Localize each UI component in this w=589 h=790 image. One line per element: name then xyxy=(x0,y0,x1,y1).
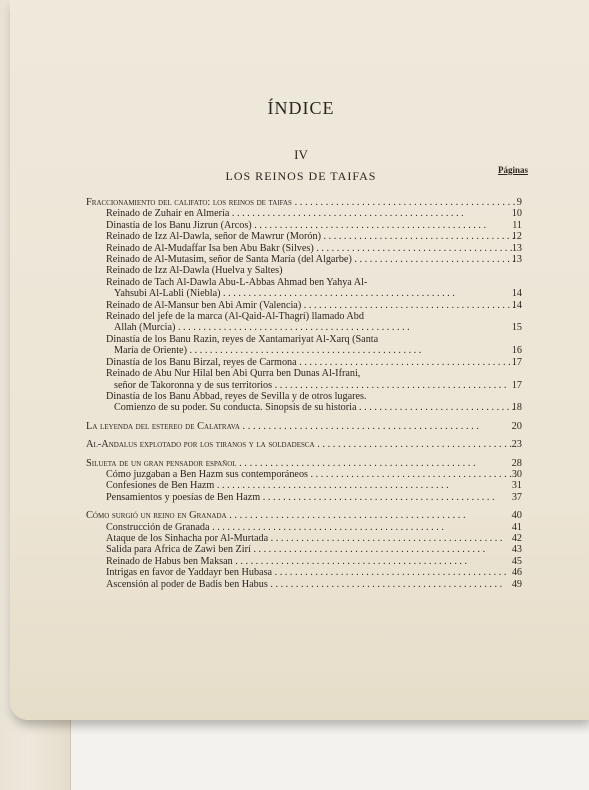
toc-page-number: 9 xyxy=(516,197,522,208)
toc-page-number: 46 xyxy=(511,567,522,579)
toc-entry xyxy=(86,532,522,544)
toc-page-number: 11 xyxy=(512,219,522,231)
pages-column-label: Páginas xyxy=(497,165,528,175)
toc-chapter-entry xyxy=(86,197,522,208)
toc-entry xyxy=(86,322,522,334)
toc-entry xyxy=(86,468,522,480)
toc-entry xyxy=(86,299,522,311)
toc-entry xyxy=(86,265,516,276)
toc-entry-title: Reinado de Al-Mutasim, señor de Santa María (del Algarbe) . . . xyxy=(106,254,516,265)
toc-entry-title: Intrigas en favor de Yaddayr ben Hubasa . . . xyxy=(106,567,516,578)
toc-page-number: 31 xyxy=(511,480,522,492)
toc-page-number: 14 xyxy=(511,299,522,311)
toc-page-number: 49 xyxy=(511,578,522,590)
toc-entry-title: señor de Takoronna y de sus territorios . . . xyxy=(114,380,516,391)
toc-page-number: 23 xyxy=(511,439,522,451)
toc-entry-title: Dinastía de los Banu Razin, reyes de Xantamariyat Al-Xarq (Santa xyxy=(106,333,379,345)
toc-page-number: 20 xyxy=(511,420,522,432)
toc-entry-title: Reinado de Zuhair en Almería . . . xyxy=(106,208,516,219)
toc-entry xyxy=(86,311,516,322)
toc-page-number: 45 xyxy=(511,555,522,567)
toc-entry xyxy=(86,345,522,357)
toc-entry-title: Cómo surgió un reino en Granada . . . xyxy=(86,510,516,521)
toc-page-number: 41 xyxy=(511,521,522,533)
toc-entry xyxy=(86,334,516,345)
toc-entry xyxy=(86,480,522,492)
toc-entry xyxy=(86,368,516,379)
toc-entry xyxy=(86,379,522,391)
toc-entry-title: Comienzo de su poder. Su conducta. Sinopsis de su historia . . . xyxy=(114,402,516,413)
toc-entry-title: Reinado de Habus ben Maksan . . . xyxy=(106,556,516,567)
toc-chapter-entry xyxy=(86,439,522,451)
toc-entry-title: Construcción de Granada . . . xyxy=(106,522,516,533)
toc-entry xyxy=(86,277,516,288)
section-number: IV xyxy=(294,147,308,162)
toc-entry xyxy=(86,288,522,300)
toc-entry-title: Reinado de Tach Al-Dawla Abu-L-Abbas Ahmad ben Yahya Al- xyxy=(106,276,368,288)
toc-page-number: 13 xyxy=(511,242,522,254)
toc-list xyxy=(86,197,522,590)
toc-chapter-entry xyxy=(86,510,522,522)
toc-entry xyxy=(86,242,522,254)
toc-entry-title: Dinastía de los Banu Jizrun (Arcos) . . . xyxy=(106,220,516,231)
toc-entry-title: Reinado de Al-Mansur ben Abi Amir (Valencia) . . . xyxy=(106,300,516,311)
toc-entry-title: Fraccionamiento del califato: los reinos de taifas . . . xyxy=(86,197,516,208)
toc-entry xyxy=(86,567,522,579)
section-title: LOS REINOS DE TAIFAS xyxy=(225,169,377,183)
toc-entry-title: Al-Andalus explotado por los tiranos y la soldadesca . . . xyxy=(86,439,516,450)
toc-entry xyxy=(86,491,522,503)
toc-entry-title: Reinado del jefe de la marca (Al-Qaid-Al-Thagrí) llamado Abd xyxy=(106,311,364,323)
toc-entry-title: Cómo juzgaban a Ben Hazm sus contemporáneos . . . xyxy=(106,469,516,480)
toc-page-number: 18 xyxy=(511,402,522,414)
toc-page-number: 30 xyxy=(511,468,522,480)
toc-entry xyxy=(86,356,522,368)
book-page xyxy=(10,0,589,720)
toc-entry xyxy=(86,231,522,243)
toc-entry-title: Reinado de Izz Al-Dawla (Huelva y Saltes) xyxy=(106,265,283,277)
toc-entry-title: Ataque de los Sinhacha por Al-Murtada . . . xyxy=(106,533,516,544)
toc-entry-title: Silueta de un gran pensador español . . . xyxy=(86,458,516,469)
toc-entry xyxy=(86,521,522,533)
toc-page-number: 14 xyxy=(511,288,522,300)
toc-entry-title: Ascensión al poder de Badis ben Habus . . . xyxy=(106,579,516,590)
toc-page-number: 17 xyxy=(511,356,522,368)
toc-entry-title: Reinado de Abu Nur Hilal ben Abi Qurra ben Dunas Al-Ifrani, xyxy=(106,368,361,380)
toc-entry-title: Yahsubi Al-Labli (Niebla) . . . xyxy=(114,288,516,299)
toc-page-number: 10 xyxy=(511,208,522,220)
toc-entry-title: Allah (Murcia) . . . xyxy=(114,322,516,333)
toc-page-number: 16 xyxy=(511,345,522,357)
toc-entry xyxy=(86,578,522,590)
toc-chapter-entry xyxy=(86,420,522,432)
toc-entry xyxy=(86,555,522,567)
toc-page-number: 43 xyxy=(511,544,522,556)
toc-page-number: 17 xyxy=(511,379,522,391)
toc-chapter-entry xyxy=(86,457,522,469)
toc-entry-title: Dinastía de los Banu Abbad, reyes de Sevilla y de otros lugares. xyxy=(106,390,367,402)
toc-entry-title: Reinado de Izz Al-Dawla, señor de Mawrur (Morón) . . . xyxy=(106,231,516,242)
toc-entry xyxy=(86,402,522,414)
toc-entry xyxy=(86,391,516,402)
toc-page-number: 42 xyxy=(511,532,522,544)
toc-page-number: 40 xyxy=(511,510,522,522)
toc-entry-title: Salida para África de Zawi ben Zirí . . . xyxy=(106,544,516,555)
toc-page-number: 37 xyxy=(511,491,522,503)
toc-entry-title: Reinado de Al-Mudaffar Isa ben Abu Bakr (Silves) . . . xyxy=(106,243,516,254)
toc-entry-title: Pensamientos y poesías de Ben Hazm . . . xyxy=(106,492,516,503)
toc-entry xyxy=(86,254,522,266)
toc-entry-title: La leyenda del estereo de Calatrava . . . xyxy=(86,421,516,432)
toc-page-number: 12 xyxy=(511,231,522,243)
toc-entry xyxy=(86,208,522,220)
toc-entry-title: Dinastía de los Banu Birzal, reyes de Carmona . . . xyxy=(106,357,516,368)
toc-page-number: 15 xyxy=(511,322,522,334)
index-content xyxy=(86,98,528,590)
toc-entry-title: Confesiones de Ben Hazm . . . xyxy=(106,480,516,491)
toc-entry xyxy=(86,544,522,556)
toc-entry xyxy=(86,219,522,231)
page-title: ÍNDICE xyxy=(267,98,335,118)
toc-page-number: 13 xyxy=(511,254,522,266)
toc-entry-title: María de Oriente) . . . xyxy=(114,345,516,356)
toc-page-number: 28 xyxy=(511,457,522,469)
